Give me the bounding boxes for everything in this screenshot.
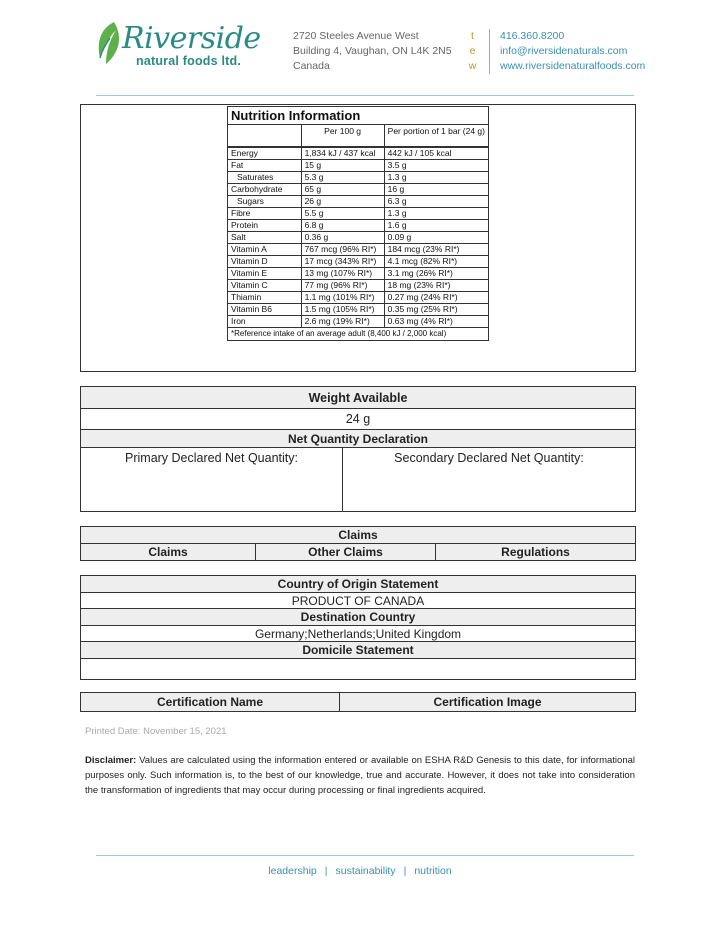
origin-title: Country of Origin Statement <box>81 576 636 593</box>
nutrition-row <box>228 244 488 256</box>
footer-tagline <box>0 865 720 877</box>
claims-col: Claims <box>81 544 256 561</box>
nutrient-per100: 13 mg (107% RI*) <box>301 268 384 280</box>
company-address <box>293 29 452 74</box>
nutrient-portion: 18 mg (23% RI*) <box>384 280 488 292</box>
printed-date: Printed Date: November 15, 2021 <box>85 726 227 737</box>
nutrient-portion: 6.3 g <box>384 196 488 208</box>
nutrient-name: Vitamin E <box>228 268 301 280</box>
certification-name-col: Certification Name <box>81 693 340 712</box>
nutrition-row <box>228 220 488 232</box>
nutrient-header <box>228 125 301 147</box>
nutrition-row <box>228 172 488 184</box>
weight-title: Weight Available <box>81 387 636 409</box>
certification-table <box>80 692 636 712</box>
nutrient-portion: 3.5 g <box>384 160 488 172</box>
nutrition-section <box>80 104 636 372</box>
nutrient-name: Vitamin B6 <box>228 304 301 316</box>
nutrient-per100: 15 g <box>301 160 384 172</box>
company-logo <box>92 18 261 74</box>
net-quantity-title: Net Quantity Declaration <box>81 430 636 448</box>
phone-link[interactable]: 416.360.8200 <box>500 30 565 42</box>
contact-phone <box>466 29 645 44</box>
nutrient-per100: 2.6 mg (19% RI*) <box>301 316 384 328</box>
email-link[interactable]: info@riversidenaturals.com <box>500 45 628 57</box>
nutrient-portion: 184 mcg (23% RI*) <box>384 244 488 256</box>
nutrition-row <box>228 196 488 208</box>
nutrition-row <box>228 304 488 316</box>
address-line: Canada <box>293 60 330 72</box>
nutrient-name: Fibre <box>228 208 301 220</box>
nutrition-label <box>227 106 489 341</box>
nutrient-name: Vitamin C <box>228 280 301 292</box>
nutrient-per100: 5.5 g <box>301 208 384 220</box>
nutrient-name: Fat <box>228 160 301 172</box>
per100-header: Per 100 g <box>301 125 384 147</box>
nutrient-portion: 442 kJ / 105 kcal <box>384 147 488 160</box>
nutrition-row <box>228 280 488 292</box>
destination-title: Destination Country <box>81 609 636 626</box>
nutrient-per100: 6.8 g <box>301 220 384 232</box>
footer-item: sustainability <box>335 865 396 877</box>
nutrient-portion: 1.3 g <box>384 172 488 184</box>
nutrient-name: Salt <box>228 232 301 244</box>
nutrient-portion: 0.35 mg (25% RI*) <box>384 304 488 316</box>
nutrition-title: Nutrition Information <box>228 107 488 125</box>
domicile-value <box>81 659 636 680</box>
nutrient-portion: 0.63 mg (4% RI*) <box>384 316 488 328</box>
nutrient-portion: 1.6 g <box>384 220 488 232</box>
footer-item: nutrition <box>414 865 452 877</box>
nutrition-row <box>228 184 488 196</box>
nutrition-footnote: *Reference intake of an average adult (8,400 kJ / 2,000 kcal) <box>231 329 447 338</box>
contact-info <box>466 29 645 74</box>
website-link[interactable]: www.riversidenaturalfoods.com <box>500 60 646 72</box>
header-divider <box>96 95 634 96</box>
contact-key: e <box>466 44 490 59</box>
nutrient-name: Vitamin A <box>228 244 301 256</box>
nutrition-row <box>228 160 488 172</box>
nutrient-per100: 0.36 g <box>301 232 384 244</box>
disclaimer-label: Disclaimer: <box>85 755 137 766</box>
address-line: Building 4, Vaughan, ON L4K 2N5 <box>293 45 452 57</box>
nutrition-row <box>228 268 488 280</box>
nutrient-portion: 0.09 g <box>384 232 488 244</box>
certification-image-col: Certification Image <box>340 693 636 712</box>
nutrient-name: Energy <box>228 147 301 160</box>
nutrition-header-row <box>228 125 488 147</box>
nutrient-portion: 0.27 mg (24% RI*) <box>384 292 488 304</box>
nutrient-name: Sugars <box>228 196 301 208</box>
nutrition-row <box>228 256 488 268</box>
origin-value: PRODUCT OF CANADA <box>81 593 636 609</box>
nutrient-name: Saturates <box>228 172 301 184</box>
contact-email <box>466 44 645 59</box>
nutrient-per100: 1.1 mg (101% RI*) <box>301 292 384 304</box>
footer-separator: | <box>403 865 407 877</box>
destination-value: Germany;Netherlands;United Kingdom <box>81 626 636 642</box>
nutrition-row <box>228 292 488 304</box>
footer-separator: | <box>324 865 328 877</box>
footer-item: leadership <box>268 865 317 877</box>
disclaimer-text: Values are calculated using the information entered or available on ESHA R&D Genesis to this date, for informational purposes only. Such information is, to the best of our knowledge, true and accurate. However, it does not take into consideration the transformation of ingredients that may occur during processing or final ingredients acquired. <box>85 755 635 796</box>
nutrient-portion: 4.1 mcg (82% RI*) <box>384 256 488 268</box>
regulations-col: Regulations <box>436 544 636 561</box>
origin-table <box>80 575 636 680</box>
address-line: 2720 Steeles Avenue West <box>293 30 419 42</box>
nutrient-name: Iron <box>228 316 301 328</box>
contact-key: t <box>466 29 490 44</box>
nutrient-per100: 1,834 kJ / 437 kcal <box>301 147 384 160</box>
nutrient-per100: 26 g <box>301 196 384 208</box>
nutrition-row <box>228 316 488 328</box>
nutrient-per100: 1.5 mg (105% RI*) <box>301 304 384 316</box>
domicile-title: Domicile Statement <box>81 642 636 659</box>
disclaimer <box>85 753 635 798</box>
contact-website <box>466 59 645 74</box>
nutrient-portion: 16 g <box>384 184 488 196</box>
nutrient-name: Vitamin D <box>228 256 301 268</box>
secondary-net-quantity: Secondary Declared Net Quantity: <box>343 448 636 512</box>
nutrient-name: Protein <box>228 220 301 232</box>
other-claims-col: Other Claims <box>256 544 436 561</box>
weight-table <box>80 386 636 512</box>
nutrient-portion: 3.1 mg (26% RI*) <box>384 268 488 280</box>
weight-value: 24 g <box>81 409 636 430</box>
contact-key: w <box>466 59 490 74</box>
nutrition-row <box>228 208 488 220</box>
nutrient-portion: 1.3 g <box>384 208 488 220</box>
nutrient-name: Thiamin <box>228 292 301 304</box>
primary-net-quantity: Primary Declared Net Quantity: <box>81 448 343 512</box>
nutrient-per100: 767 mcg (96% RI*) <box>301 244 384 256</box>
footer-divider <box>96 855 634 856</box>
nutrient-per100: 65 g <box>301 184 384 196</box>
claims-table <box>80 526 636 561</box>
nutrient-name: Carbohydrate <box>228 184 301 196</box>
nutrient-per100: 17 mcg (343% RI*) <box>301 256 384 268</box>
logo-wordmark: Riverside <box>122 21 261 56</box>
nutrition-row <box>228 232 488 244</box>
nutrition-table <box>228 125 488 328</box>
portion-header: Per portion of 1 bar (24 g) <box>384 125 488 147</box>
nutrition-row <box>228 147 488 160</box>
nutrient-per100: 5.3 g <box>301 172 384 184</box>
logo-subtitle: natural foods ltd. <box>136 54 241 68</box>
claims-title: Claims <box>81 527 636 544</box>
nutrient-per100: 77 mg (96% RI*) <box>301 280 384 292</box>
